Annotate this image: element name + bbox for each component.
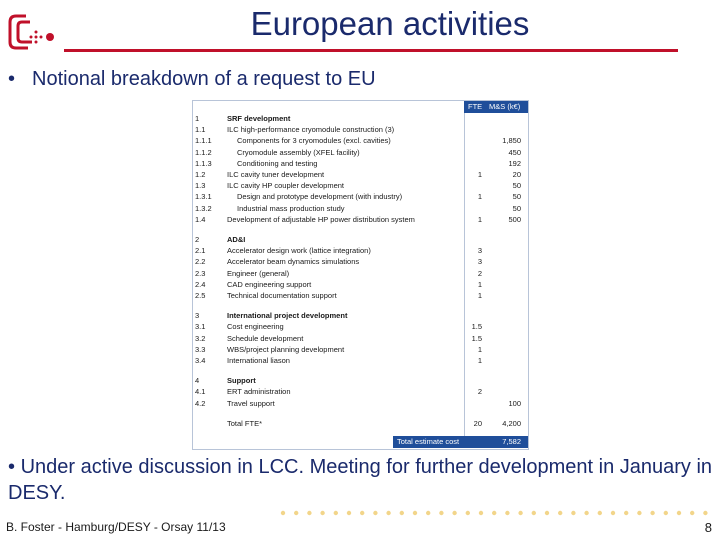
row-id: 1.1.1 (195, 136, 212, 146)
bullet-text: Under active discussion in LCC. Meeting for further development in January in DESY. (8, 456, 713, 504)
row-fte: 1.5 (471, 333, 482, 343)
row-mks: 50 (512, 203, 521, 213)
footer-author: B. Foster - Hamburg/DESY - Orsay 11/13 (6, 520, 226, 534)
row-description: Cost engineering (227, 322, 284, 332)
row-fte: 1 (477, 356, 482, 365)
page-title: European activities (250, 5, 530, 42)
row-fte: 1 (477, 214, 482, 224)
row-id: 1.2 (195, 170, 206, 179)
table-row (193, 191, 528, 202)
table-row (193, 321, 528, 332)
table-row (193, 418, 528, 429)
total-cost-value: 7,582 (502, 437, 521, 446)
table-row (193, 268, 528, 279)
total-cost-label: Total estimate cost (397, 437, 460, 446)
table-row (193, 147, 528, 158)
row-description: Travel support (227, 398, 275, 408)
row-description: International project development (227, 311, 348, 321)
row-id: 2.1 (195, 246, 206, 256)
row-description: SRF development (227, 114, 291, 123)
row-description: Technical documentation support (227, 291, 337, 300)
bullet-symbol: • (8, 456, 16, 478)
table-row (193, 214, 528, 225)
row-description: AD&I (227, 235, 246, 244)
table-row (193, 158, 528, 169)
col-fte-header: FTE (468, 102, 483, 111)
bullet-symbol: • (8, 68, 16, 90)
row-description: International liason (227, 356, 290, 365)
table-row (193, 124, 528, 135)
table-row (193, 398, 528, 409)
row-description: Total FTE* (227, 418, 263, 428)
row-mks: 50 (512, 181, 521, 191)
row-mks: 500 (508, 214, 521, 224)
row-id: 4.2 (195, 398, 206, 408)
row-description: Cryomodule assembly (XFEL facility) (237, 147, 360, 157)
row-id: 2.3 (195, 268, 206, 278)
page-number: 8 (704, 520, 712, 535)
row-description: Components for 3 cryomodules (excl. cavities) (237, 136, 391, 146)
row-mks: 50 (512, 192, 521, 202)
row-fte: 3 (477, 246, 482, 256)
row-fte: 1 (477, 170, 482, 179)
table-row (193, 355, 528, 366)
row-id: 4.1 (195, 387, 206, 397)
row-fte: 2 (477, 268, 482, 278)
row-id: 3.2 (195, 333, 206, 343)
row-description: Engineer (general) (227, 268, 290, 278)
row-fte: 1 (477, 192, 482, 202)
row-mks: 4,200 (502, 418, 521, 428)
table-row (193, 344, 528, 355)
row-description: ERT administration (227, 387, 291, 397)
table-row (193, 279, 528, 290)
row-id: 3.1 (195, 322, 206, 332)
row-mks: 20 (512, 170, 521, 179)
table-row (193, 290, 528, 301)
bullet-notional-breakdown (8, 66, 376, 92)
row-id: 1.1 (195, 125, 206, 135)
row-description: WBS/project planning development (227, 344, 345, 354)
row-id: 2 (195, 235, 200, 244)
table-row (193, 375, 528, 386)
row-fte: 2 (477, 387, 482, 397)
row-description: Support (227, 376, 256, 386)
table-row (193, 256, 528, 267)
row-fte: 1 (477, 291, 482, 300)
table-total-cost-row (393, 436, 528, 448)
row-description: Development of adjustable HP power distribution system (227, 214, 415, 224)
row-id: 1 (195, 114, 200, 123)
table-row (193, 135, 528, 146)
row-id: 1.3 (195, 181, 206, 191)
row-description: Accelerator beam dynamics simulations (227, 257, 360, 267)
row-mks: 1,850 (502, 136, 521, 146)
row-id: 2.4 (195, 279, 206, 289)
row-id: 1.1.3 (195, 158, 212, 168)
title-divider (64, 49, 678, 52)
row-id: 2.5 (195, 291, 206, 300)
table-row (193, 234, 528, 245)
row-description: Design and prototype development (with industry) (237, 192, 403, 202)
breakdown-table (192, 100, 529, 450)
row-id: 4 (195, 376, 200, 386)
row-mks: 192 (508, 158, 521, 168)
table-row (193, 113, 528, 124)
row-id: 2.2 (195, 257, 206, 267)
row-id: 1.4 (195, 214, 206, 224)
row-mks: 100 (508, 398, 521, 408)
row-fte: 1 (477, 344, 482, 354)
lal-logo-icon (6, 10, 58, 54)
table-header (464, 101, 528, 113)
row-description: ILC high-performance cryomodule construction (3) (227, 125, 395, 135)
row-description: Schedule development (227, 333, 304, 343)
row-id: 1.1.2 (195, 147, 212, 157)
table-row (193, 245, 528, 256)
row-id: 3 (195, 311, 200, 321)
table-row (193, 333, 528, 344)
row-id: 3.3 (195, 344, 206, 354)
col-mks-header: M&S (k€) (489, 102, 521, 111)
row-mks: 450 (508, 147, 521, 157)
footer-dot-rule (280, 509, 716, 517)
row-fte: 3 (477, 257, 482, 267)
table-row (193, 169, 528, 180)
table-row (193, 386, 528, 397)
row-description: CAD engineering support (227, 279, 312, 289)
bullet-discussion (8, 454, 714, 506)
row-fte: 1 (477, 279, 482, 289)
row-description: Industrial mass production study (237, 203, 345, 213)
row-description: ILC cavity tuner development (227, 170, 325, 179)
row-id: 1.3.1 (195, 192, 212, 202)
row-description: Accelerator design work (lattice integration) (227, 246, 371, 256)
row-id: 1.3.2 (195, 203, 212, 213)
row-id: 3.4 (195, 356, 206, 365)
table-row (193, 310, 528, 321)
bullet-text: Notional breakdown of a request to EU (32, 68, 376, 90)
table-row (193, 180, 528, 191)
row-fte: 20 (473, 418, 482, 428)
row-description: ILC cavity HP coupler development (227, 181, 345, 191)
row-fte: 1.5 (471, 322, 482, 332)
row-description: Conditioning and testing (237, 158, 318, 168)
table-row (193, 203, 528, 214)
